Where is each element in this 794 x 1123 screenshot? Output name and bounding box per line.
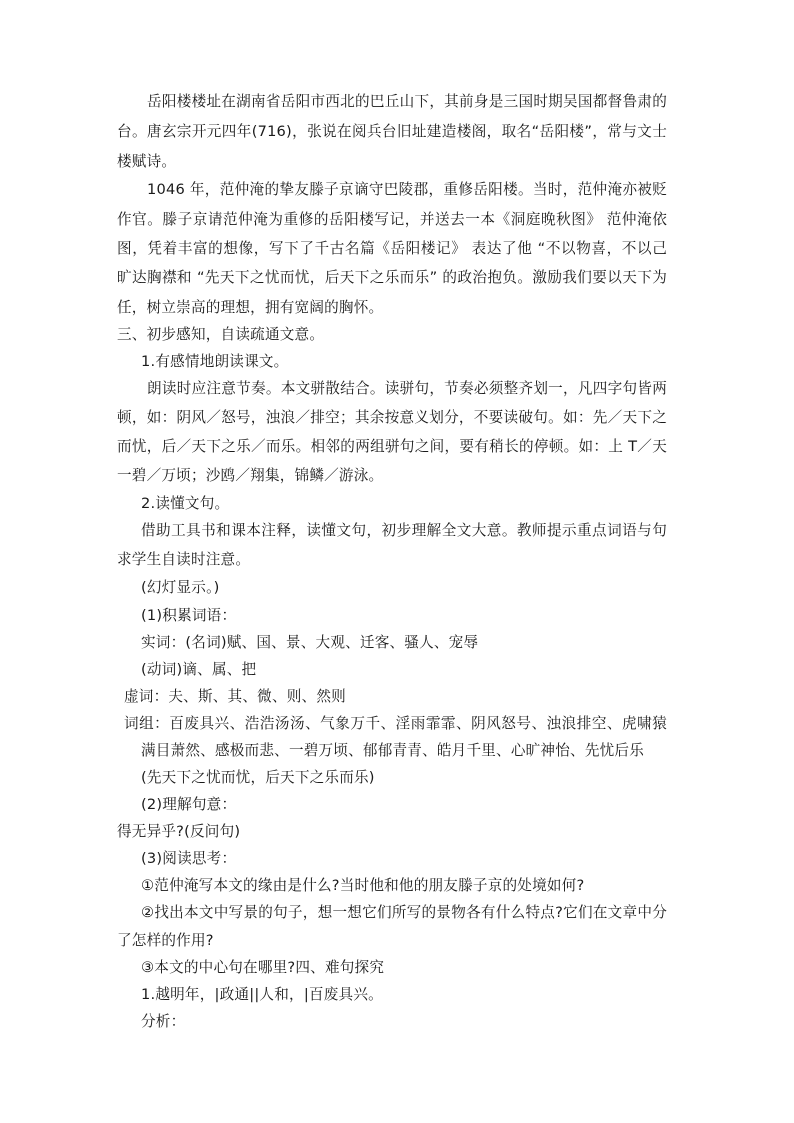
paragraph-line: 楼赋诗。 [117,153,177,170]
paragraph-line: 分析： [141,1013,186,1030]
paragraph-line: 得无异乎?(反问句) [117,823,241,840]
paragraph-line: 而忧，后／天下之乐／而乐。相邻的两组骈句之间，要有稍长的停顿。如：上 T／天 [117,438,667,455]
paragraph-line: 作官。滕子京请范仲淹为重修的岳阳楼写记，并送去一本《洞庭晚秋图》 范仲淹依 [117,211,667,228]
vocab-line: 词组：百废具兴、浩浩汤汤、气象万千、淫雨霏霏、阴风怒号、浊浪排空、虎啸猿 [124,715,667,732]
question-line: 了怎样的作用? [117,932,214,949]
vocab-line: (动词)谪、属、把 [141,661,257,678]
paragraph-line: 台。唐玄宗开元四年(716)，张说在阅兵台旧址建造楼阁，取名“岳阳楼”，常与文士 [117,123,667,140]
subsection-heading: 1.有感情地朗读课文。 [141,353,289,370]
item-heading: (1)积累词语： [141,607,237,624]
note-line: (幻灯显示。) [141,579,220,596]
paragraph-line: 1.越明年，|政通||人和，|百废具兴。 [141,986,383,1003]
paragraph-line: 顿，如：阴风／怒号，浊浪／排空；其余按意义划分，不要读破句。如：先／天下之 [117,409,667,426]
item-heading: (2)理解句意： [141,796,237,813]
item-heading: (3)阅读思考： [141,850,237,867]
question-line: ②找出本文中写景的句子，想一想它们所写的景物各有什么特点?它们在文章中分 [141,904,667,921]
paragraph-line: 1046 年，范仲淹的挚友滕子京谪守巴陵郡，重修岳阳楼。当时，范仲淹亦被贬 [147,181,667,198]
vocab-line: 虚词：夫、斯、其、微、则、然则 [124,688,346,705]
subsection-heading: 2.读懂文句。 [141,495,230,512]
section-heading: 三、初步感知，自读疏通文意。 [117,326,325,343]
paragraph-line: 求学生自读时注意。 [117,551,251,568]
paragraph-line: 图，凭着丰富的想像，写下了千古名篇《岳阳楼记》 表达了他 “不以物喜，不以己 [117,240,667,257]
vocab-line: (先天下之忧而忧，后天下之乐而乐) [141,769,375,786]
paragraph-line: 旷达胸襟和 “先天下之忧而忧，后天下之乐而乐” 的政治抱负。激励我们要以天下为 [117,269,667,286]
paragraph-line: 岳阳楼楼址在湖南省岳阳市西北的巴丘山下，其前身是三国时期吴国都督鲁肃的 [147,93,667,110]
vocab-line: 实词：(名词)赋、国、景、大观、迁客、骚人、宠辱 [141,634,479,651]
paragraph-line: 一碧／万顷；沙鸥／翔集，锦鳞／游泳。 [117,467,384,484]
paragraph-line: 借助工具书和课本注释，读懂文句，初步理解全文大意。教师提示重点词语与句 [141,522,667,539]
paragraph-line: 朗读时应注意节奏。本文骈散结合。读骈句，节奏必须整齐划一，凡四字句皆两 [147,380,667,397]
vocab-line: 满目萧然、感极而悲、一碧万顷、郁郁青青、皓月千里、心旷神怡、先忧后乐 [141,742,644,759]
question-line: ①范仲淹写本文的缘由是什么?当时他和他的朋友滕子京的处境如何? [141,877,585,894]
question-line: ③本文的中心句在哪里?四、难句探究 [141,959,385,976]
paragraph-line: 任，树立崇高的理想，拥有宽阔的胸怀。 [117,299,384,316]
